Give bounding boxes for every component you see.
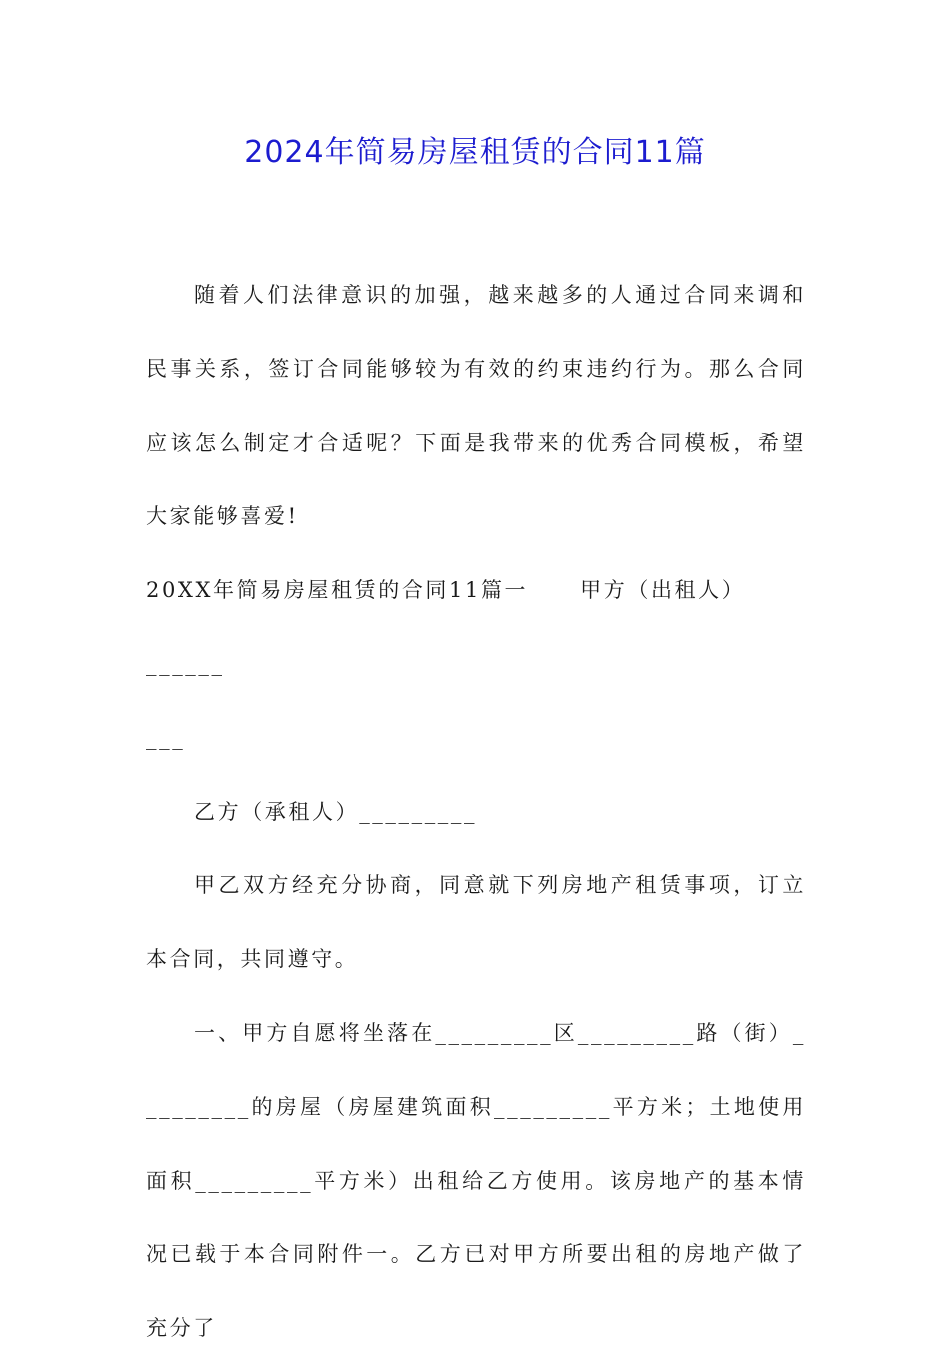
- document-title: 2024年简易房屋租赁的合同11篇: [244, 135, 706, 170]
- clause-one-paragraph: 一、甲方自愿将坐落在_________区_________路（街）_________的房屋（房屋建筑面积_________平方米；土地使用面积_________平方米）出租给乙方使用。该房地产的基本情况已载于本合同附件一。乙方已对甲方所要出租的房地产做了充分了: [146, 1020, 806, 1341]
- party-a-continuation: ___: [146, 725, 186, 750]
- party-a-line: 甲方（出租人）______: [146, 578, 746, 676]
- party-b-line: 乙方（承租人）_________: [194, 799, 478, 824]
- intro-paragraph: 随着人们法律意识的加强，越来越多的人通过合同来调和民事关系，签订合同能够较为有效的约束违约行为。那么合同应该怎么制定才合适呢？下面是我带来的优秀合同模板，希望大家能够喜爱!: [146, 283, 806, 529]
- document-body: [146, 259, 806, 1366]
- agreement-paragraph: 甲乙双方经充分协商，同意就下列房地产租赁事项，订立本合同，共同遵守。: [146, 873, 806, 972]
- section-heading-row: [146, 554, 806, 702]
- section-heading: 20XX年简易房屋租赁的合同11篇一: [146, 578, 529, 603]
